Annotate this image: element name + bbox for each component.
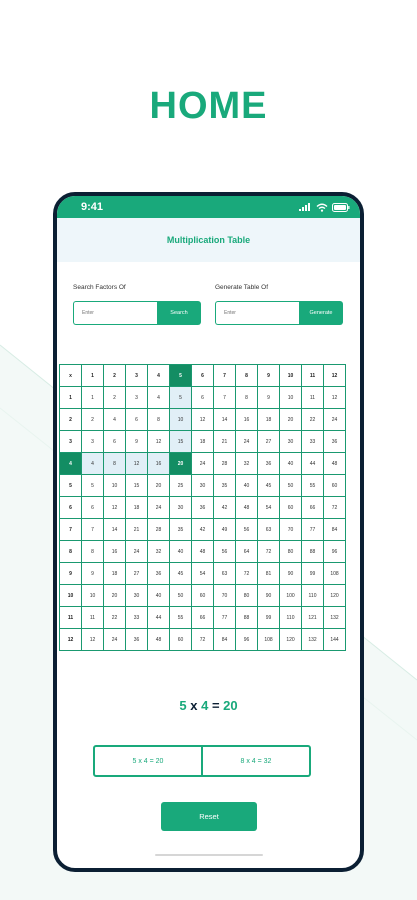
grid-cell[interactable]: 16 xyxy=(236,409,258,431)
grid-cell[interactable]: 12 xyxy=(82,629,104,651)
grid-cell[interactable]: 36 xyxy=(148,563,170,585)
grid-cell[interactable]: 33 xyxy=(126,607,148,629)
grid-cell[interactable]: 96 xyxy=(324,541,346,563)
grid-row-header[interactable]: 6 xyxy=(60,497,82,519)
grid-cell[interactable]: 25 xyxy=(170,475,192,497)
grid-column-header[interactable]: 3 xyxy=(126,365,148,387)
grid-cell[interactable]: 49 xyxy=(214,519,236,541)
grid-cell[interactable]: 36 xyxy=(192,497,214,519)
grid-cell[interactable]: 108 xyxy=(258,629,280,651)
grid-cell[interactable]: 60 xyxy=(170,629,192,651)
grid-cell[interactable]: 10 xyxy=(170,409,192,431)
result-operator: x xyxy=(190,698,198,713)
grid-cell[interactable]: 48 xyxy=(148,629,170,651)
grid-column-header[interactable]: 11 xyxy=(302,365,324,387)
grid-cell[interactable]: 22 xyxy=(104,607,126,629)
grid-cell[interactable]: 3 xyxy=(126,387,148,409)
grid-column-header[interactable]: 1 xyxy=(82,365,104,387)
grid-cell[interactable]: 11 xyxy=(302,387,324,409)
grid-column-header[interactable]: 5 xyxy=(170,365,192,387)
search-button[interactable]: Search xyxy=(157,301,201,325)
grid-cell[interactable]: 24 xyxy=(324,409,346,431)
multiplication-grid xyxy=(59,364,346,651)
grid-cell[interactable]: 7 xyxy=(214,387,236,409)
grid-cell[interactable]: 12 xyxy=(104,497,126,519)
reset-button[interactable]: Reset xyxy=(161,802,257,831)
grid-cell[interactable]: 90 xyxy=(280,563,302,585)
grid-cell[interactable]: 18 xyxy=(126,497,148,519)
grid-cell[interactable]: 55 xyxy=(302,475,324,497)
page-heading: HOME xyxy=(149,85,268,127)
grid-cell[interactable]: 27 xyxy=(258,431,280,453)
grid-cell[interactable]: 120 xyxy=(324,585,346,607)
grid-cell[interactable]: 56 xyxy=(236,519,258,541)
grid-cell[interactable]: 10 xyxy=(82,585,104,607)
grid-cell[interactable]: 6 xyxy=(126,409,148,431)
grid-row-header[interactable]: 8 xyxy=(60,541,82,563)
grid-column-header[interactable]: 7 xyxy=(214,365,236,387)
grid-cell[interactable]: 21 xyxy=(214,431,236,453)
grid-cell[interactable]: 11 xyxy=(82,607,104,629)
grid-cell[interactable]: 66 xyxy=(302,497,324,519)
grid-cell[interactable]: 32 xyxy=(236,453,258,475)
grid-cell[interactable]: 36 xyxy=(324,431,346,453)
grid-cell[interactable]: 9 xyxy=(82,563,104,585)
grid-cell[interactable]: 54 xyxy=(258,497,280,519)
grid-cell[interactable]: 7 xyxy=(82,519,104,541)
grid-cell[interactable]: 10 xyxy=(104,475,126,497)
grid-cell[interactable]: 77 xyxy=(214,607,236,629)
grid-cell[interactable]: 99 xyxy=(302,563,324,585)
generate-table-input[interactable] xyxy=(215,301,299,325)
grid-cell[interactable]: 10 xyxy=(280,387,302,409)
grid-row-header[interactable]: 7 xyxy=(60,519,82,541)
grid-row-header[interactable]: 9 xyxy=(60,563,82,585)
grid-cell[interactable]: 20 xyxy=(280,409,302,431)
grid-cell[interactable]: 24 xyxy=(236,431,258,453)
status-time: 9:41 xyxy=(81,201,104,213)
grid-cell[interactable]: 18 xyxy=(258,409,280,431)
grid-row-header[interactable]: 2 xyxy=(60,409,82,431)
grid-cell[interactable]: 2 xyxy=(82,409,104,431)
grid-column-header[interactable]: 8 xyxy=(236,365,258,387)
grid-cell[interactable]: 20 xyxy=(148,475,170,497)
generate-table-group xyxy=(215,284,343,325)
grid-cell[interactable]: 54 xyxy=(192,563,214,585)
grid-row-header[interactable]: 3 xyxy=(60,431,82,453)
home-indicator xyxy=(155,854,263,856)
grid-cell[interactable]: 8 xyxy=(236,387,258,409)
search-factors-label: Search Factors Of xyxy=(73,284,126,291)
grid-cell[interactable]: 5 xyxy=(82,475,104,497)
grid-cell[interactable]: 14 xyxy=(104,519,126,541)
status-icons xyxy=(299,203,350,212)
grid-cell[interactable]: 36 xyxy=(126,629,148,651)
grid-cell[interactable]: 9 xyxy=(258,387,280,409)
grid-cell[interactable]: 80 xyxy=(236,585,258,607)
grid-column-header[interactable]: 6 xyxy=(192,365,214,387)
grid-cell[interactable]: 84 xyxy=(324,519,346,541)
grid-corner-cell[interactable]: x xyxy=(60,365,82,387)
grid-cell[interactable]: 12 xyxy=(192,409,214,431)
grid-cell[interactable]: 72 xyxy=(324,497,346,519)
grid-column-header[interactable]: 2 xyxy=(104,365,126,387)
grid-cell[interactable]: 40 xyxy=(236,475,258,497)
phone-frame xyxy=(53,192,364,872)
app-title: Multiplication Table xyxy=(166,235,251,245)
grid-cell[interactable]: 44 xyxy=(302,453,324,475)
grid-cell[interactable]: 80 xyxy=(280,541,302,563)
grid-row-header[interactable]: 10 xyxy=(60,585,82,607)
search-factors-group xyxy=(73,284,201,325)
result-equals: = xyxy=(211,698,220,713)
result-factor-a: 5 xyxy=(179,698,187,713)
grid-cell[interactable]: 30 xyxy=(170,497,192,519)
grid-cell[interactable]: 24 xyxy=(148,497,170,519)
grid-cell[interactable]: 24 xyxy=(104,629,126,651)
grid-cell[interactable]: 8 xyxy=(82,541,104,563)
grid-cell[interactable]: 30 xyxy=(192,475,214,497)
grid-cell[interactable]: 45 xyxy=(258,475,280,497)
grid-cell[interactable]: 77 xyxy=(302,519,324,541)
grid-cell[interactable]: 48 xyxy=(192,541,214,563)
grid-cell[interactable]: 88 xyxy=(302,541,324,563)
grid-cell[interactable]: 15 xyxy=(170,431,192,453)
grid-cell[interactable]: 110 xyxy=(280,607,302,629)
grid-cell[interactable]: 72 xyxy=(236,563,258,585)
result-value: 20 xyxy=(223,698,238,713)
grid-cell[interactable]: 40 xyxy=(170,541,192,563)
grid-cell[interactable]: 60 xyxy=(280,497,302,519)
grid-cell[interactable]: 88 xyxy=(236,607,258,629)
search-factors-input[interactable] xyxy=(73,301,157,325)
grid-cell[interactable]: 3 xyxy=(82,431,104,453)
grid-cell[interactable]: 56 xyxy=(214,541,236,563)
grid-cell[interactable]: 55 xyxy=(170,607,192,629)
grid-cell[interactable]: 40 xyxy=(148,585,170,607)
grid-row-header[interactable]: 4 xyxy=(60,453,82,475)
grid-row-header[interactable]: 1 xyxy=(60,387,82,409)
grid-cell[interactable]: 32 xyxy=(148,541,170,563)
grid-cell[interactable]: 100 xyxy=(280,585,302,607)
grid-cell[interactable]: 60 xyxy=(192,585,214,607)
generate-table-row xyxy=(215,301,343,325)
grid-cell[interactable]: 50 xyxy=(170,585,192,607)
grid-cell[interactable]: 108 xyxy=(324,563,346,585)
form-section xyxy=(57,262,360,362)
grid-cell[interactable]: 2 xyxy=(104,387,126,409)
grid-cell[interactable]: 27 xyxy=(126,563,148,585)
grid-column-header[interactable]: 12 xyxy=(324,365,346,387)
grid-cell[interactable]: 20 xyxy=(104,585,126,607)
grid-cell[interactable]: 18 xyxy=(192,431,214,453)
grid-cell[interactable]: 72 xyxy=(258,541,280,563)
grid-cell[interactable]: 28 xyxy=(148,519,170,541)
grid-cell[interactable]: 21 xyxy=(126,519,148,541)
grid-cell[interactable]: 132 xyxy=(324,607,346,629)
grid-cell[interactable]: 16 xyxy=(148,453,170,475)
grid-cell[interactable]: 15 xyxy=(126,475,148,497)
grid-cell[interactable]: 48 xyxy=(236,497,258,519)
grid-cell[interactable]: 64 xyxy=(236,541,258,563)
grid-row-header[interactable]: 5 xyxy=(60,475,82,497)
grid-cell[interactable]: 84 xyxy=(214,629,236,651)
grid-cell[interactable]: 110 xyxy=(302,585,324,607)
app-title-bar xyxy=(57,218,360,262)
grid-cell[interactable]: 14 xyxy=(214,409,236,431)
grid-cell[interactable]: 33 xyxy=(302,431,324,453)
grid-cell[interactable]: 81 xyxy=(258,563,280,585)
grid-cell[interactable]: 35 xyxy=(170,519,192,541)
grid-cell[interactable]: 4 xyxy=(148,387,170,409)
grid-column-header[interactable]: 4 xyxy=(148,365,170,387)
grid-cell[interactable]: 8 xyxy=(148,409,170,431)
factor-result-item[interactable]: 5 x 4 = 20 xyxy=(132,757,164,765)
grid-cell[interactable]: 16 xyxy=(104,541,126,563)
grid-cell[interactable]: 72 xyxy=(192,629,214,651)
grid-cell[interactable]: 1 xyxy=(82,387,104,409)
grid-cell[interactable]: 42 xyxy=(214,497,236,519)
grid-column-header[interactable]: 10 xyxy=(280,365,302,387)
grid-cell[interactable]: 70 xyxy=(280,519,302,541)
grid-row-header[interactable]: 11 xyxy=(60,607,82,629)
grid-cell[interactable]: 24 xyxy=(192,453,214,475)
grid-cell[interactable]: 90 xyxy=(258,585,280,607)
grid-cell[interactable]: 22 xyxy=(302,409,324,431)
grid-cell[interactable]: 4 xyxy=(104,409,126,431)
grid-cell[interactable]: 99 xyxy=(258,607,280,629)
grid-column-header[interactable]: 9 xyxy=(258,365,280,387)
grid-cell[interactable]: 6 xyxy=(192,387,214,409)
grid-cell[interactable]: 44 xyxy=(148,607,170,629)
grid-cell[interactable]: 30 xyxy=(126,585,148,607)
grid-row-header[interactable]: 12 xyxy=(60,629,82,651)
factor-results xyxy=(93,745,311,777)
grid-cell[interactable]: 36 xyxy=(258,453,280,475)
grid-cell[interactable]: 40 xyxy=(280,453,302,475)
grid-cell[interactable]: 45 xyxy=(170,563,192,585)
grid-cell[interactable]: 8 xyxy=(104,453,126,475)
grid-cell[interactable]: 30 xyxy=(280,431,302,453)
signal-icon xyxy=(299,203,312,211)
factor-result-item[interactable]: 8 x 4 = 32 xyxy=(201,747,309,775)
grid-cell[interactable]: 24 xyxy=(126,541,148,563)
grid-cell[interactable]: 35 xyxy=(214,475,236,497)
generate-table-label: Generate Table Of xyxy=(215,284,268,291)
grid-cell[interactable]: 96 xyxy=(236,629,258,651)
grid-cell[interactable]: 6 xyxy=(82,497,104,519)
grid-cell[interactable]: 120 xyxy=(280,629,302,651)
grid-cell[interactable]: 121 xyxy=(302,607,324,629)
grid-cell[interactable]: 9 xyxy=(126,431,148,453)
wifi-icon xyxy=(316,203,328,212)
grid-cell[interactable]: 20 xyxy=(170,453,192,475)
grid-cell[interactable]: 5 xyxy=(170,387,192,409)
result-equation xyxy=(57,698,360,713)
battery-icon xyxy=(332,203,350,212)
grid-cell[interactable]: 132 xyxy=(302,629,324,651)
grid-cell[interactable]: 12 xyxy=(324,387,346,409)
status-bar xyxy=(57,196,360,218)
grid-cell[interactable]: 63 xyxy=(258,519,280,541)
result-factor-b: 4 xyxy=(201,698,209,713)
grid-cell[interactable]: 48 xyxy=(324,453,346,475)
grid-cell[interactable]: 42 xyxy=(192,519,214,541)
grid-cell[interactable]: 60 xyxy=(324,475,346,497)
grid-cell[interactable]: 70 xyxy=(214,585,236,607)
grid-cell[interactable]: 12 xyxy=(126,453,148,475)
search-factors-row xyxy=(73,301,201,325)
generate-button[interactable]: Generate xyxy=(299,301,343,325)
grid-cell[interactable]: 50 xyxy=(280,475,302,497)
grid-cell[interactable]: 144 xyxy=(324,629,346,651)
grid-cell[interactable]: 4 xyxy=(82,453,104,475)
grid-cell[interactable]: 63 xyxy=(214,563,236,585)
grid-cell[interactable]: 28 xyxy=(214,453,236,475)
grid-cell[interactable]: 6 xyxy=(104,431,126,453)
grid-cell[interactable]: 18 xyxy=(104,563,126,585)
grid-cell[interactable]: 66 xyxy=(192,607,214,629)
grid-cell[interactable]: 12 xyxy=(148,431,170,453)
